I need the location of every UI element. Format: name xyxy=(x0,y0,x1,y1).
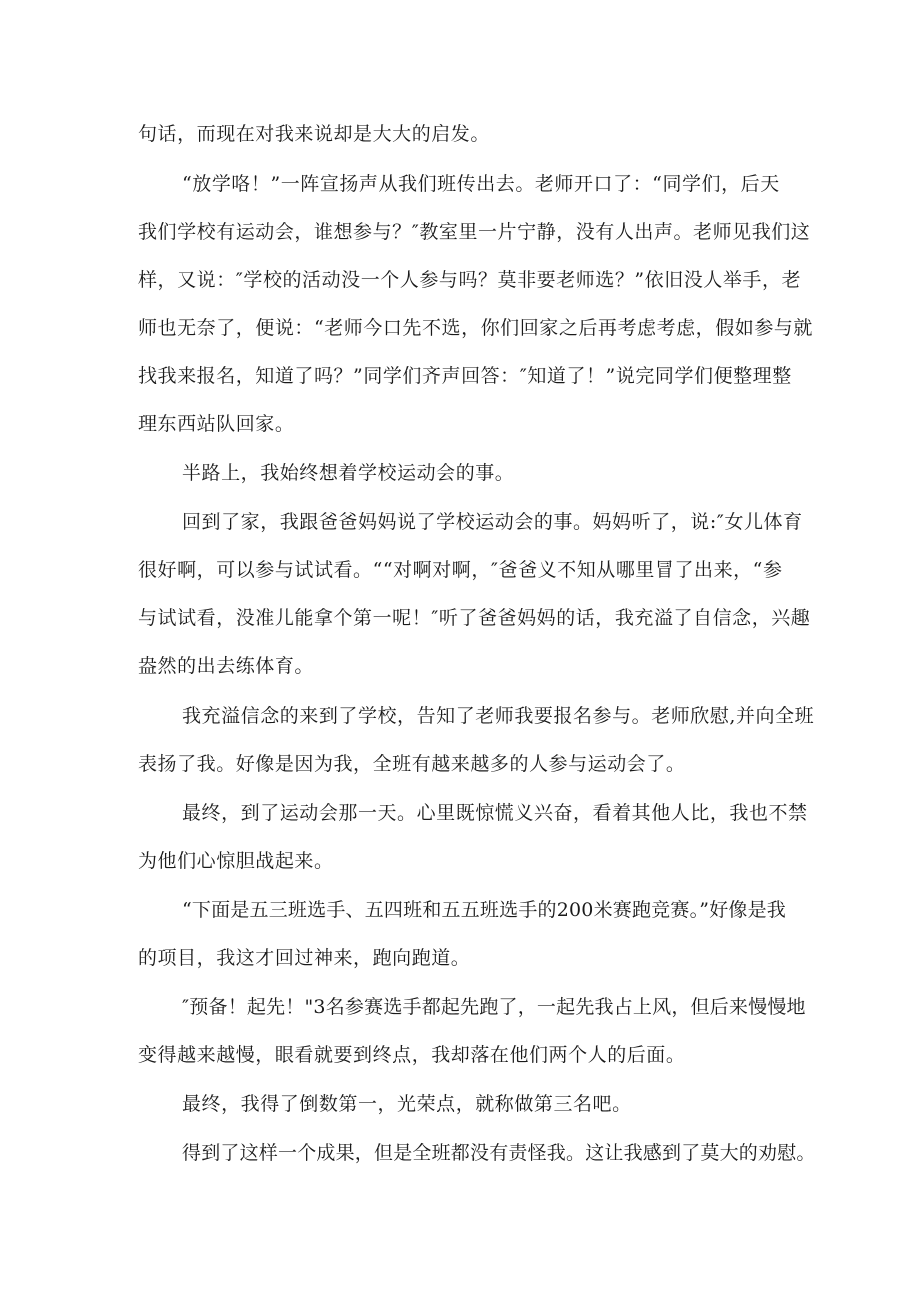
paragraph-line: 与试试看，没准儿能拿个第一呢！″听了爸爸妈妈的话，我充溢了自信念，兴趣 xyxy=(138,607,811,629)
paragraph-line: 样，又说：″学校的活动没一个人参与吗？莫非要老师选？”依旧没人举手，老 xyxy=(138,269,802,291)
paragraph-line: 为他们心惊胆战起来。 xyxy=(138,850,334,872)
paragraph-line: 我们学校有运动会，谁想参与？″教室里一片宁静，没有人出声。老师见我们这 xyxy=(138,221,811,243)
paragraph-line: ″预备！起先！"3名参赛选手都起先跑了，一起先我占上风，但后来慢慢地 xyxy=(182,996,806,1018)
paragraph-line: 我充溢信念的来到了学校，告知了老师我要报名参与。老师欣慰,并向全班 xyxy=(182,705,815,727)
paragraph-line: 表扬了我。好像是因为我，全班有越来越多的人参与运动会了。 xyxy=(138,753,686,775)
paragraph-line: 最终，到了运动会那一天。心里既惊慌义兴奋，看着其他人比，我也不禁 xyxy=(182,802,808,824)
paragraph-line: 半路上，我始终想着学校运动会的事。 xyxy=(182,462,515,484)
paragraph-line: 句话，而现在对我来说却是大大的启发。 xyxy=(138,123,490,145)
paragraph-line: 变得越来越慢，眼看就要到终点，我却落在他们两个人的后面。 xyxy=(138,1044,686,1066)
paragraph-line: 回到了家，我跟爸爸妈妈说了学校运动会的事。妈妈听了，说:″女儿体育 xyxy=(182,511,803,533)
paragraph-line: 得到了这样一个成果，但是全班都没有责怪我。这让我感到了莫大的劝慰。 xyxy=(182,1142,816,1164)
paragraph-line: 师也无奈了，便说：“老师今口先不选，你们回家之后再考虑考虑，假如参与就 xyxy=(138,317,813,339)
paragraph-line: 最终，我得了倒数第一，光荣点，就称做第三名吧。 xyxy=(182,1093,632,1115)
paragraph-line: 盎然的出去练体育。 xyxy=(138,655,314,677)
paragraph-line: “放学咯！”一阵宣扬声从我们班传出去。老师开口了：“同学们，后天 xyxy=(182,173,780,195)
paragraph-line: 理东西站队回家。 xyxy=(138,413,295,435)
paragraph-line: 找我来报名，知道了吗？”同学们齐声回答：″知道了！”说完同学们便整理整 xyxy=(138,365,792,387)
paragraph-line: 的项目，我这才回过神来，跑向跑道。 xyxy=(138,947,471,969)
paragraph-line: 很好啊，可以参与试试看。““对啊对啊，″爸爸义不知从哪里冒了出来，“参 xyxy=(138,559,783,581)
paragraph-line: “下面是五三班选手、五四班和五五班选手的200米赛跑竞赛。”好像是我 xyxy=(182,899,786,921)
